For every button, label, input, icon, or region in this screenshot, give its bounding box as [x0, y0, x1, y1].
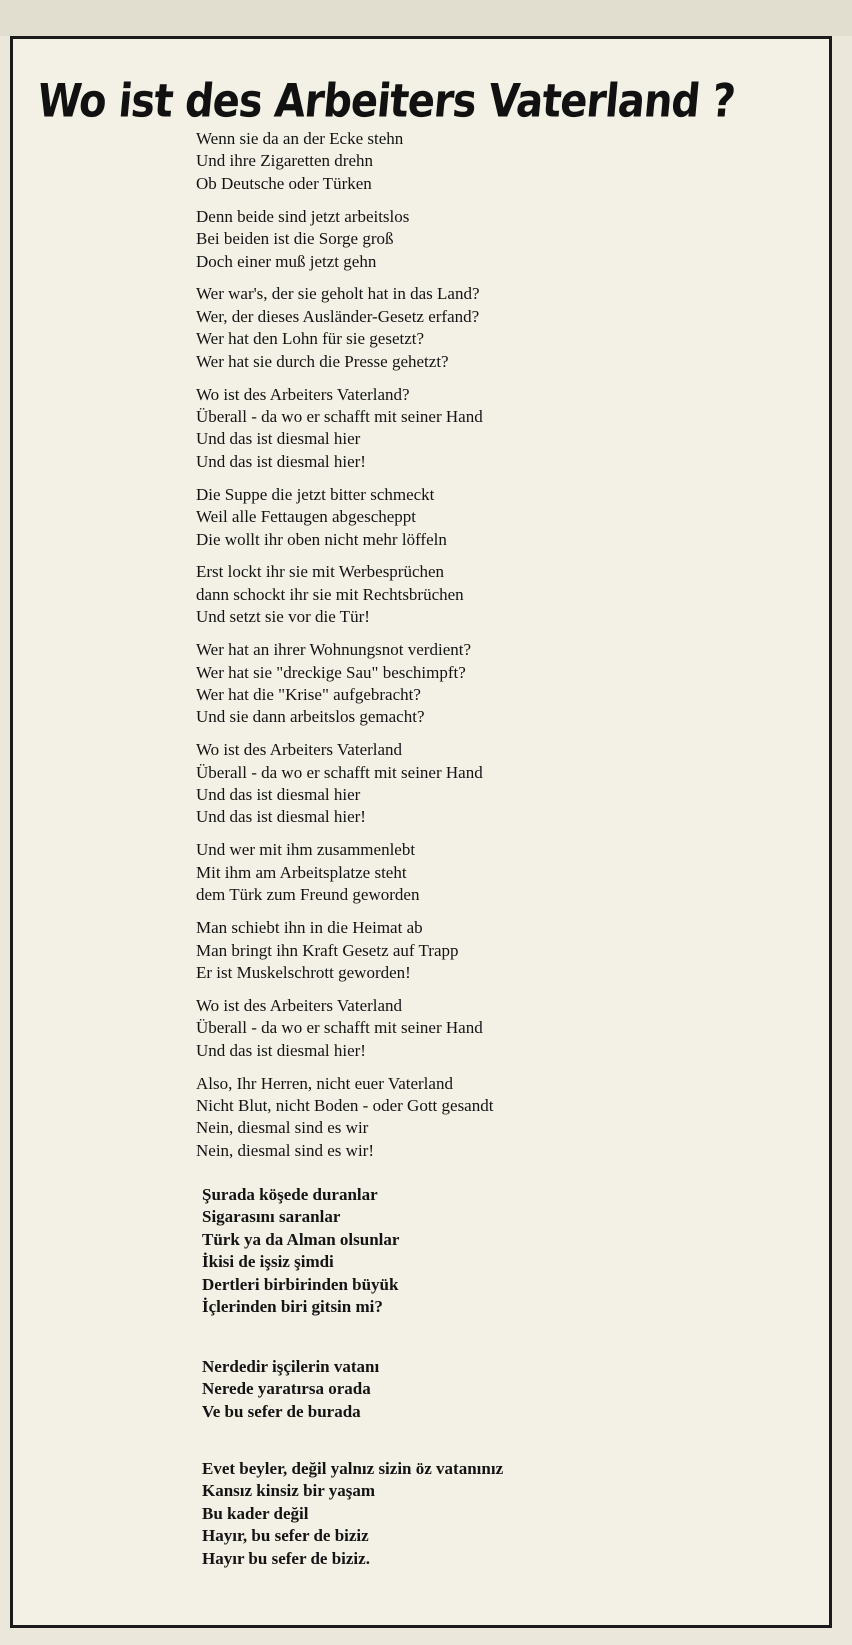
poem-line: Man bringt ihn Kraft Gesetz auf Trapp	[196, 940, 459, 960]
german-stanza	[196, 1073, 756, 1163]
poem-line: Wer hat sie durch die Presse gehetzt?	[196, 351, 449, 371]
poem-line: Nein, diesmal sind es wir!	[196, 1140, 374, 1160]
poem-line: İçlerinden biri gitsin mi?	[202, 1297, 383, 1317]
german-stanza	[196, 484, 756, 551]
poem-line: Und wer mit ihm zusammenlebt	[196, 840, 416, 860]
german-stanza	[196, 639, 756, 729]
german-poem	[196, 128, 756, 1173]
poem-line: Man schiebt ihn in die Heimat ab	[196, 918, 423, 938]
poem-line: Sigarasını saranlar	[202, 1207, 341, 1227]
poem-line: Und ihre Zigaretten drehn	[196, 151, 374, 171]
poem-line: Die wollt ihr oben nicht mehr löffeln	[196, 529, 447, 549]
poem-line: Nicht Blut, nicht Boden - oder Gott gesandt	[196, 1095, 494, 1115]
poem-line: Şurada köşede duranlar	[202, 1185, 378, 1204]
poem-line: Also, Ihr Herren, nicht euer Vaterland	[196, 1073, 453, 1093]
poem-line: Bei beiden ist die Sorge groß	[196, 229, 394, 249]
poem-line: Kansız kinsiz bir yaşam	[202, 1481, 376, 1501]
poem-line: Hayır bu sefer de biziz.	[202, 1548, 370, 1568]
poem-line: Denn beide sind jetzt arbeitslos	[196, 206, 410, 226]
poem-line: Und das ist diesmal hier	[196, 429, 361, 449]
poem-line: dem Türk zum Freund geworden	[196, 885, 420, 905]
poem-line: Wer war's, der sie geholt hat in das Land?	[196, 284, 480, 304]
german-stanza	[196, 839, 756, 906]
poem-line: Doch einer muß jetzt gehn	[196, 251, 377, 271]
poem-line: Wo ist des Arbeiters Vaterland?	[196, 384, 410, 404]
poem-line: Wer hat die "Krise" aufgebracht?	[196, 684, 421, 704]
poem-line: Weil alle Fettaugen abgescheppt	[196, 507, 417, 527]
german-stanza	[196, 206, 756, 273]
german-stanza	[196, 739, 756, 829]
german-stanza	[196, 128, 756, 195]
poem-line: Erst lockt ihr sie mit Werbesprüchen	[196, 562, 445, 582]
poem-line: Überall - da wo er schafft mit seiner Hand	[196, 406, 483, 426]
poem-line: Wo ist des Arbeiters Vaterland	[196, 740, 403, 760]
poem-line: Dertleri birbirinden büyük	[202, 1274, 399, 1294]
poem-line: Wer, der dieses Ausländer-Gesetz erfand?	[196, 306, 480, 326]
poem-line: Und das ist diesmal hier!	[196, 807, 366, 827]
german-stanza	[196, 995, 756, 1062]
poem-line: Überall - da wo er schafft mit seiner Hand	[196, 1018, 483, 1038]
poem-line: Und setzt sie vor die Tür!	[196, 607, 370, 627]
poem-line: Und das ist diesmal hier	[196, 785, 361, 805]
turkish-stanza-3	[202, 1458, 722, 1570]
page-title: Wo ist des Arbeiters Vaterland ?	[35, 74, 737, 128]
poem-line: Und das ist diesmal hier!	[196, 1040, 366, 1060]
poem-line: Mit ihm am Arbeitsplatze steht	[196, 862, 407, 882]
german-stanza	[196, 917, 756, 984]
german-stanza	[196, 283, 756, 373]
poem-line: dann schockt ihr sie mit Rechtsbrüchen	[196, 584, 464, 604]
poem-line: Wer hat sie "dreckige Sau" beschimpft?	[196, 662, 466, 682]
poem-line: Er ist Muskelschrott geworden!	[196, 962, 411, 982]
german-stanza	[196, 561, 756, 628]
turkish-stanza-2	[202, 1356, 722, 1423]
poem-line: İkisi de işsiz şimdi	[202, 1252, 334, 1272]
poem-line: Wenn sie da an der Ecke stehn	[196, 129, 404, 148]
poem-line: Ve bu sefer de burada	[202, 1401, 361, 1421]
poem-line: Und das ist diesmal hier!	[196, 451, 366, 471]
poem-line: Nerdedir işçilerin vatanı	[202, 1357, 380, 1376]
poem-line: Wer hat an ihrer Wohnungsnot verdient?	[196, 640, 472, 660]
poem-line: Nerede yaratırsa orada	[202, 1379, 371, 1399]
german-stanza	[196, 384, 756, 474]
poem-line: Überall - da wo er schafft mit seiner Hand	[196, 762, 483, 782]
poem-line: Wo ist des Arbeiters Vaterland	[196, 995, 403, 1015]
poem-line: Türk ya da Alman olsunlar	[202, 1229, 400, 1249]
turkish-stanza-1	[202, 1184, 722, 1318]
poem-line: Nein, diesmal sind es wir	[196, 1118, 369, 1138]
poem-line: Ob Deutsche oder Türken	[196, 173, 372, 193]
poem-line: Und sie dann arbeitslos gemacht?	[196, 707, 425, 727]
poem-line: Wer hat den Lohn für sie gesetzt?	[196, 329, 425, 349]
poem-line: Bu kader değil	[202, 1503, 309, 1523]
poem-line: Hayır, bu sefer de biziz	[202, 1526, 369, 1546]
bleed-through-shadow	[0, 0, 852, 36]
poem-line: Evet beyler, değil yalnız sizin öz vatanınız	[202, 1459, 504, 1478]
poem-line: Die Suppe die jetzt bitter schmeckt	[196, 484, 435, 504]
